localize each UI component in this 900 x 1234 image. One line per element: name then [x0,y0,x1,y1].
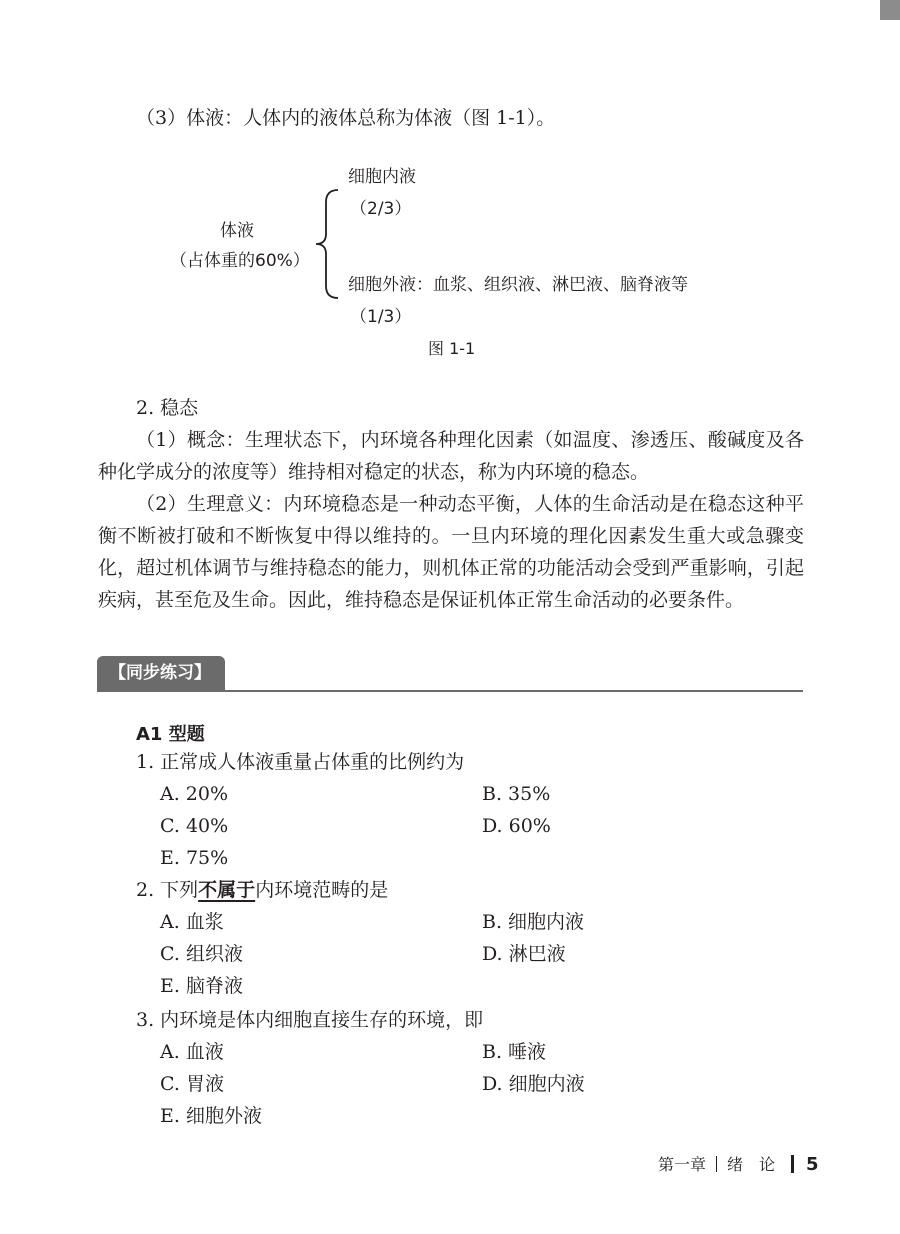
diagram-root-label: 体液 [220,221,254,241]
option-c: C. 胃液 [160,1073,224,1095]
question-stem: 1. 正常成人体液重量占体重的比例约为 [136,751,465,773]
section-title: 2. 稳态 [136,397,199,419]
option-a: A. 血浆 [160,911,224,933]
practice-header: 【同步练习】 [97,656,225,690]
emphasis-text: 不属于 [198,879,256,901]
option-c: C. 40% [160,815,229,837]
option-b: B. 35% [482,783,551,805]
diagram-branch2-label: 细胞外液：血浆、组织液、淋巴液、脑脊液等 [348,275,688,295]
question-type-label: A1 型题 [136,724,205,745]
diagram-root-sublabel: （占体重的60%） [170,251,310,271]
option-a: A. 20% [160,783,229,805]
option-e: E. 75% [160,847,229,869]
option-b: B. 细胞内液 [482,911,585,933]
question-stem: 3. 内环境是体内细胞直接生存的环境，即 [136,1009,484,1031]
figure-caption: 图 1-1 [428,339,476,358]
body-text-line: （3）体液：人体内的液体总称为体液（图 1-1）。 [136,107,556,129]
footer-title: 绪 论 [727,1155,776,1174]
corner-mark [880,0,900,20]
page-footer [658,1152,819,1175]
stem-suffix: 内环境范畴的是 [255,879,389,901]
footer-divider [716,1156,717,1172]
diagram-branch2-ratio: （1/3） [350,307,412,327]
paragraph-significance: （2）生理意义：内环境稳态是一种动态平衡，人体的生命活动是在稳态这种平衡不断被打破和不断恢复中得以维持的。一旦内环境的理化因素发生重大或急骤变化，超过机体调节与维持稳态的能力，则机体正常的功能活动会受到严重影响，引起疾病，甚至危及生命。因此，维持稳态是保证机体正常生命活动的必要条件。 [98,493,804,611]
option-e: E. 细胞外液 [160,1105,262,1127]
option-e: E. 脑脊液 [160,975,243,997]
paragraph-concept: （1）概念：生理状态下，内环境各种理化因素（如温度、渗透压、酸碱度及各种化学成分的浓度等）维持相对稳定的状态，称为内环境的稳态。 [98,429,804,483]
option-b: B. 唾液 [482,1041,547,1063]
option-d: D. 细胞内液 [482,1073,585,1095]
stem-prefix: 2. 下列 [136,879,199,901]
option-d: D. 60% [482,815,551,837]
footer-divider-thick [791,1155,794,1173]
option-c: C. 组织液 [160,943,243,965]
option-a: A. 血液 [160,1041,224,1063]
question-stem [136,874,388,906]
curly-brace-icon [312,188,342,300]
diagram-branch1-label: 细胞内液 [348,167,416,187]
option-d: D. 淋巴液 [482,943,566,965]
diagram-branch1-ratio: （2/3） [350,199,412,219]
footer-chapter: 第一章 [658,1155,707,1174]
page-number: 5 [806,1154,819,1175]
header-rule [97,690,803,692]
